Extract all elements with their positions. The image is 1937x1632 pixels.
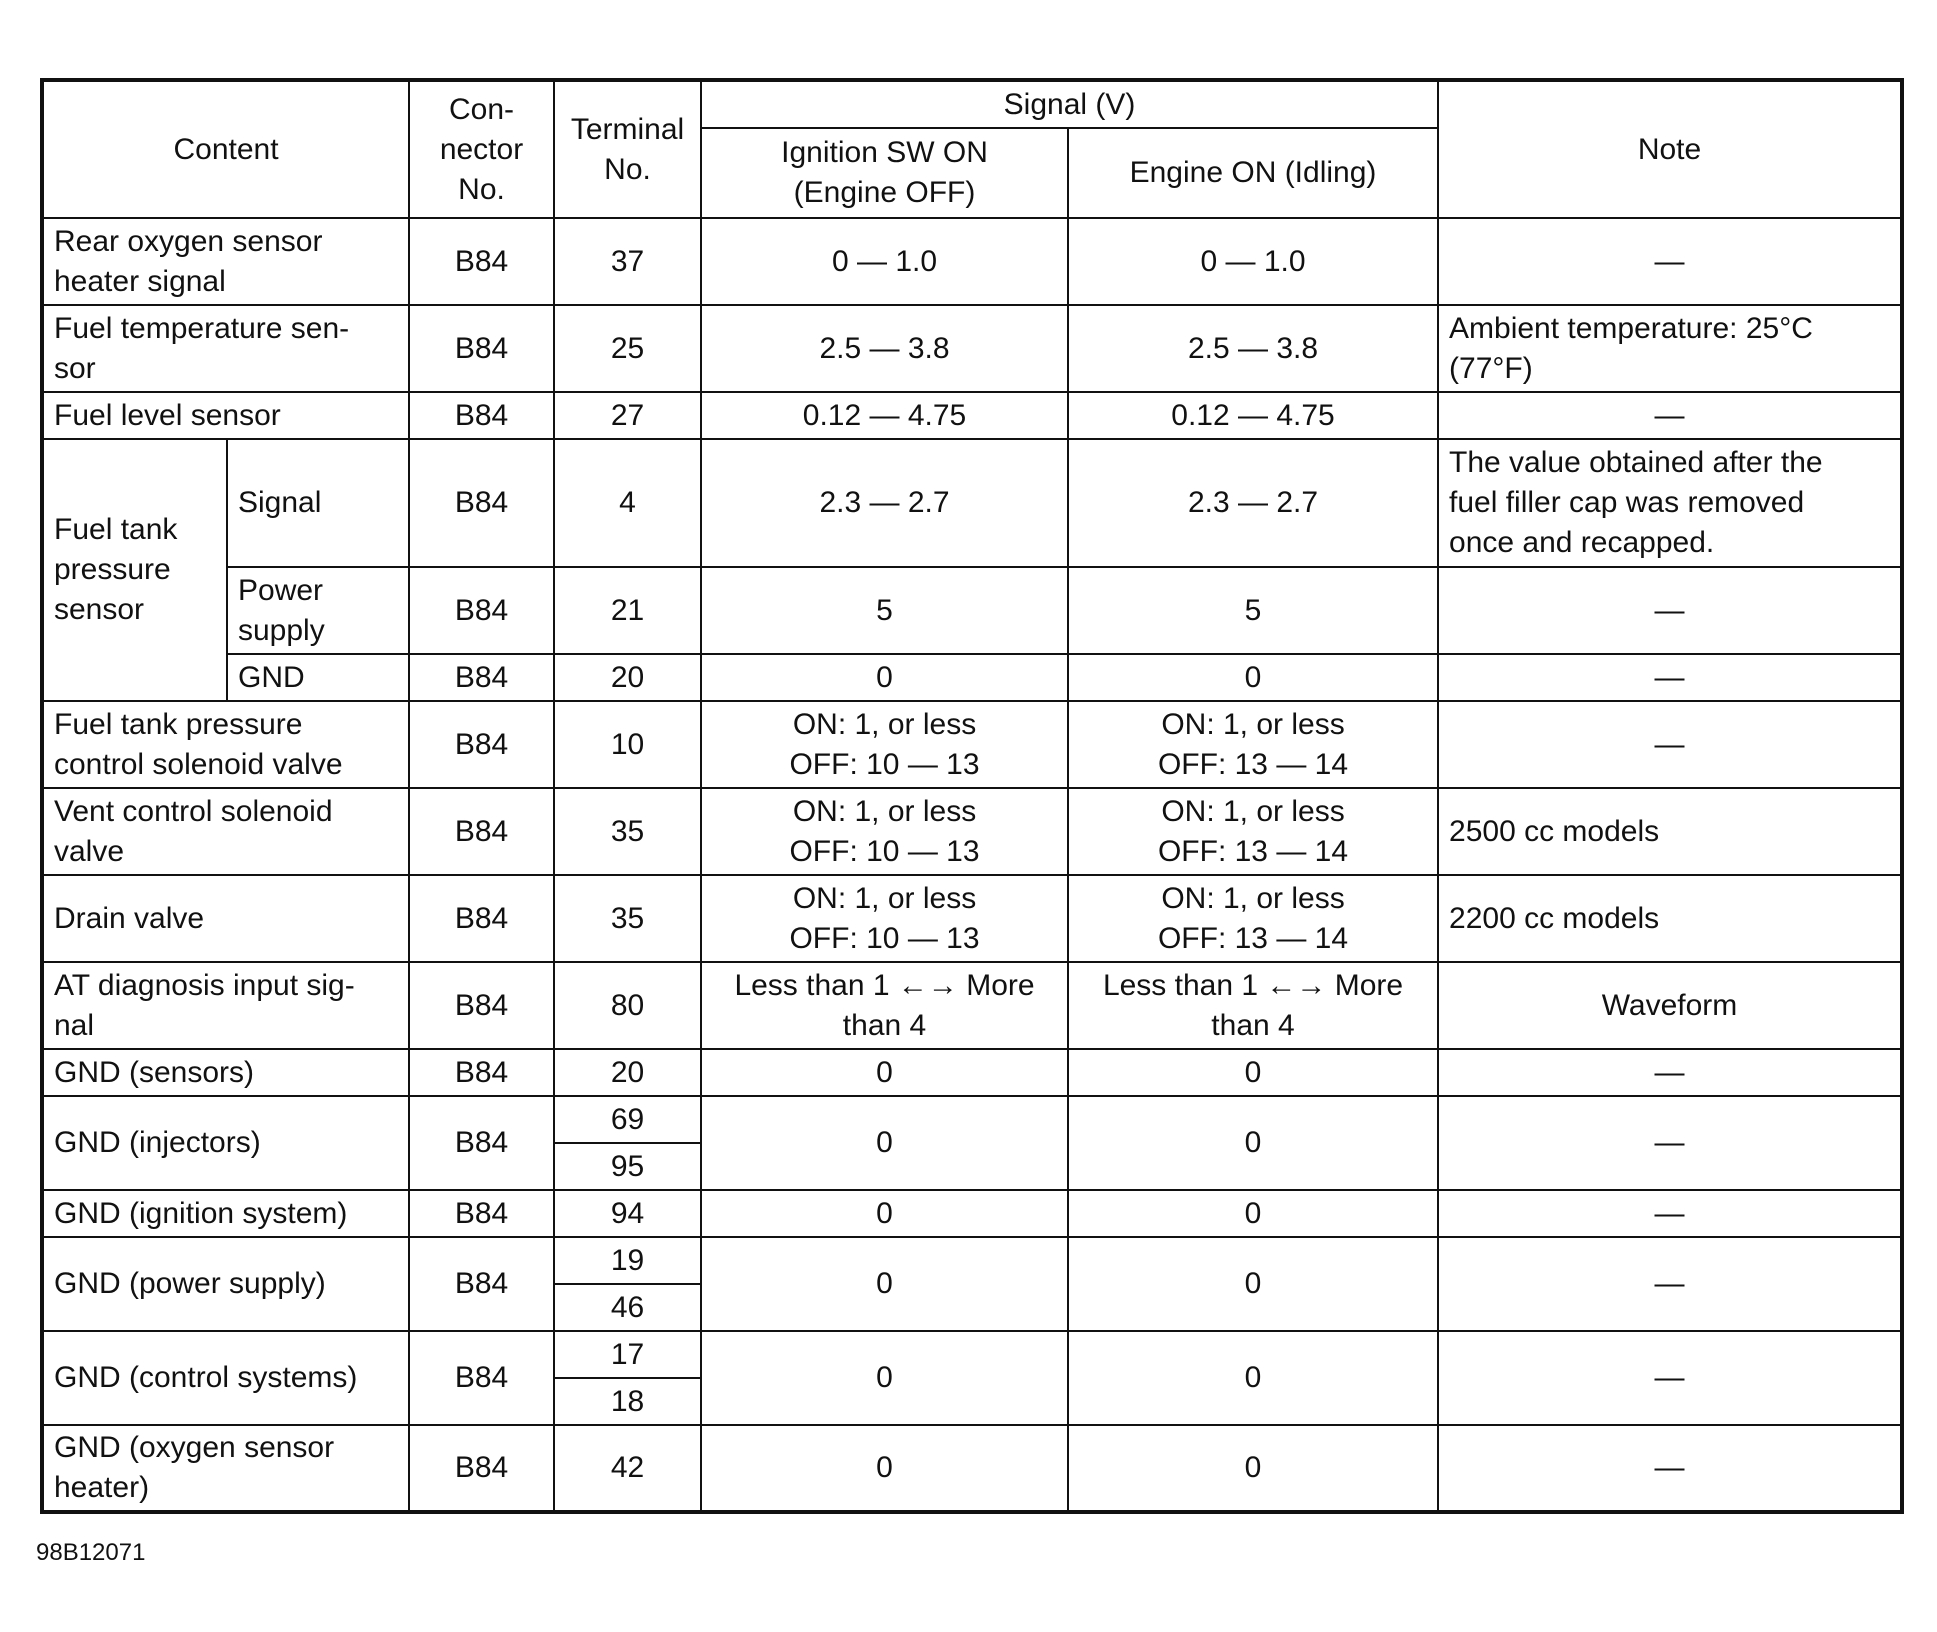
engine-value-cell: Less than 1 ←→ More than 4 <box>1068 962 1438 1049</box>
content-cell: GND (ignition system) <box>42 1190 409 1237</box>
engine-value-cell: ON: 1, or less OFF: 13 — 14 <box>1068 788 1438 875</box>
table-row <box>42 305 1902 392</box>
connector-cell: B84 <box>409 654 554 701</box>
sub-item-cell: Signal <box>227 439 409 567</box>
table-row <box>42 439 1902 567</box>
content-cell: Drain valve <box>42 875 409 962</box>
ignition-value-cell: 0.12 — 4.75 <box>701 392 1068 439</box>
engine-value-cell: 0 <box>1068 1049 1438 1096</box>
table-row <box>42 1425 1902 1512</box>
content-cell: GND (power supply) <box>42 1237 409 1331</box>
ignition-value-cell: ON: 1, or less OFF: 10 — 13 <box>701 788 1068 875</box>
ignition-value-cell: 2.3 — 2.7 <box>701 439 1068 567</box>
table-row <box>42 1237 1902 1284</box>
engine-value-cell: 2.5 — 3.8 <box>1068 305 1438 392</box>
group-label-cell: Fuel tank pressure sensor <box>42 439 227 701</box>
content-cell: Fuel tank pressure control solenoid valve <box>42 701 409 788</box>
header-engine-on: Engine ON (Idling) <box>1068 128 1438 218</box>
header-connector-no: Con- nector No. <box>409 80 554 218</box>
content-cell: GND (control systems) <box>42 1331 409 1425</box>
note-cell: — <box>1438 1049 1902 1096</box>
ignition-value-cell: 0 <box>701 1049 1068 1096</box>
note-cell: Ambient temperature: 25°C (77°F) <box>1438 305 1902 392</box>
engine-value-cell: 0.12 — 4.75 <box>1068 392 1438 439</box>
engine-value-cell: 0 <box>1068 1331 1438 1425</box>
table-row <box>42 567 1902 654</box>
connector-cell: B84 <box>409 567 554 654</box>
terminal-cell: 20 <box>554 1049 701 1096</box>
sub-item-cell: GND <box>227 654 409 701</box>
note-cell: — <box>1438 1237 1902 1331</box>
connector-cell: B84 <box>409 439 554 567</box>
note-cell: 2500 cc models <box>1438 788 1902 875</box>
table-row <box>42 788 1902 875</box>
terminal-cell: 25 <box>554 305 701 392</box>
content-cell: GND (sensors) <box>42 1049 409 1096</box>
terminal-cell: 95 <box>554 1143 701 1190</box>
ignition-value-cell: 0 <box>701 1425 1068 1512</box>
note-cell: 2200 cc models <box>1438 875 1902 962</box>
note-cell: — <box>1438 654 1902 701</box>
note-cell: — <box>1438 701 1902 788</box>
note-cell: Waveform <box>1438 962 1902 1049</box>
header-terminal-no: Terminal No. <box>554 80 701 218</box>
terminal-cell: 35 <box>554 875 701 962</box>
terminal-cell: 20 <box>554 654 701 701</box>
engine-value-cell: 0 <box>1068 1096 1438 1190</box>
terminal-cell: 10 <box>554 701 701 788</box>
ignition-value-cell: ON: 1, or less OFF: 10 — 13 <box>701 875 1068 962</box>
terminal-cell: 19 <box>554 1237 701 1284</box>
terminal-cell: 42 <box>554 1425 701 1512</box>
terminal-cell: 69 <box>554 1096 701 1143</box>
ignition-value-cell: 0 <box>701 1096 1068 1190</box>
header-note: Note <box>1438 80 1902 218</box>
table-row <box>42 392 1902 439</box>
ignition-value-cell: 0 — 1.0 <box>701 218 1068 305</box>
terminal-cell: 94 <box>554 1190 701 1237</box>
header-ignition-sw-on: Ignition SW ON (Engine OFF) <box>701 128 1068 218</box>
note-cell: — <box>1438 218 1902 305</box>
terminal-cell: 21 <box>554 567 701 654</box>
engine-value-cell: 0 — 1.0 <box>1068 218 1438 305</box>
connector-cell: B84 <box>409 701 554 788</box>
table-row <box>42 1049 1902 1096</box>
note-cell: — <box>1438 1190 1902 1237</box>
connector-cell: B84 <box>409 392 554 439</box>
ignition-value-cell: 5 <box>701 567 1068 654</box>
connector-cell: B84 <box>409 1190 554 1237</box>
ignition-value-cell: ON: 1, or less OFF: 10 — 13 <box>701 701 1068 788</box>
note-cell: — <box>1438 1331 1902 1425</box>
ignition-value-cell: Less than 1 ←→ More than 4 <box>701 962 1068 1049</box>
note-cell: — <box>1438 392 1902 439</box>
table-row <box>42 218 1902 305</box>
terminal-cell: 18 <box>554 1378 701 1425</box>
note-cell: — <box>1438 1096 1902 1190</box>
connector-cell: B84 <box>409 875 554 962</box>
note-cell: — <box>1438 567 1902 654</box>
terminal-cell: 17 <box>554 1331 701 1378</box>
content-cell: Vent control solenoid valve <box>42 788 409 875</box>
table-row <box>42 701 1902 788</box>
content-cell: Rear oxygen sensor heater signal <box>42 218 409 305</box>
connector-cell: B84 <box>409 1331 554 1425</box>
terminal-cell: 27 <box>554 392 701 439</box>
header-row-top <box>42 80 1902 128</box>
table-row <box>42 1190 1902 1237</box>
content-cell: GND (injectors) <box>42 1096 409 1190</box>
terminal-cell: 80 <box>554 962 701 1049</box>
content-cell: GND (oxygen sensor heater) <box>42 1425 409 1512</box>
connector-cell: B84 <box>409 1237 554 1331</box>
figure-id-label: 98B12071 <box>36 1539 146 1566</box>
engine-value-cell: 0 <box>1068 1237 1438 1331</box>
content-cell: Fuel level sensor <box>42 392 409 439</box>
connector-cell: B84 <box>409 1096 554 1190</box>
content-cell: AT diagnosis input sig- nal <box>42 962 409 1049</box>
header-signal: Signal (V) <box>701 80 1438 128</box>
ignition-value-cell: 0 <box>701 1190 1068 1237</box>
engine-value-cell: 5 <box>1068 567 1438 654</box>
terminal-cell: 35 <box>554 788 701 875</box>
table-row <box>42 875 1902 962</box>
note-cell: The value obtained after the fuel filler cap was removed once and recapped. <box>1438 439 1902 567</box>
table-row <box>42 962 1902 1049</box>
connector-cell: B84 <box>409 218 554 305</box>
engine-value-cell: 0 <box>1068 654 1438 701</box>
terminal-cell: 46 <box>554 1284 701 1331</box>
table-row <box>42 654 1902 701</box>
engine-value-cell: 0 <box>1068 1190 1438 1237</box>
engine-value-cell: 0 <box>1068 1425 1438 1512</box>
content-cell: Fuel temperature sen- sor <box>42 305 409 392</box>
ignition-value-cell: 0 <box>701 654 1068 701</box>
connector-cell: B84 <box>409 962 554 1049</box>
connector-cell: B84 <box>409 1049 554 1096</box>
header-content: Content <box>42 80 409 218</box>
engine-value-cell: ON: 1, or less OFF: 13 — 14 <box>1068 875 1438 962</box>
table-row <box>42 1096 1902 1143</box>
engine-value-cell: 2.3 — 2.7 <box>1068 439 1438 567</box>
ignition-value-cell: 0 <box>701 1331 1068 1425</box>
terminal-cell: 37 <box>554 218 701 305</box>
ignition-value-cell: 2.5 — 3.8 <box>701 305 1068 392</box>
connector-cell: B84 <box>409 788 554 875</box>
ignition-value-cell: 0 <box>701 1237 1068 1331</box>
engine-value-cell: ON: 1, or less OFF: 13 — 14 <box>1068 701 1438 788</box>
terminal-cell: 4 <box>554 439 701 567</box>
note-cell: — <box>1438 1425 1902 1512</box>
connector-cell: B84 <box>409 305 554 392</box>
connector-cell: B84 <box>409 1425 554 1512</box>
sub-item-cell: Power supply <box>227 567 409 654</box>
table-row <box>42 1331 1902 1378</box>
ecm-signal-table <box>40 78 1904 1514</box>
